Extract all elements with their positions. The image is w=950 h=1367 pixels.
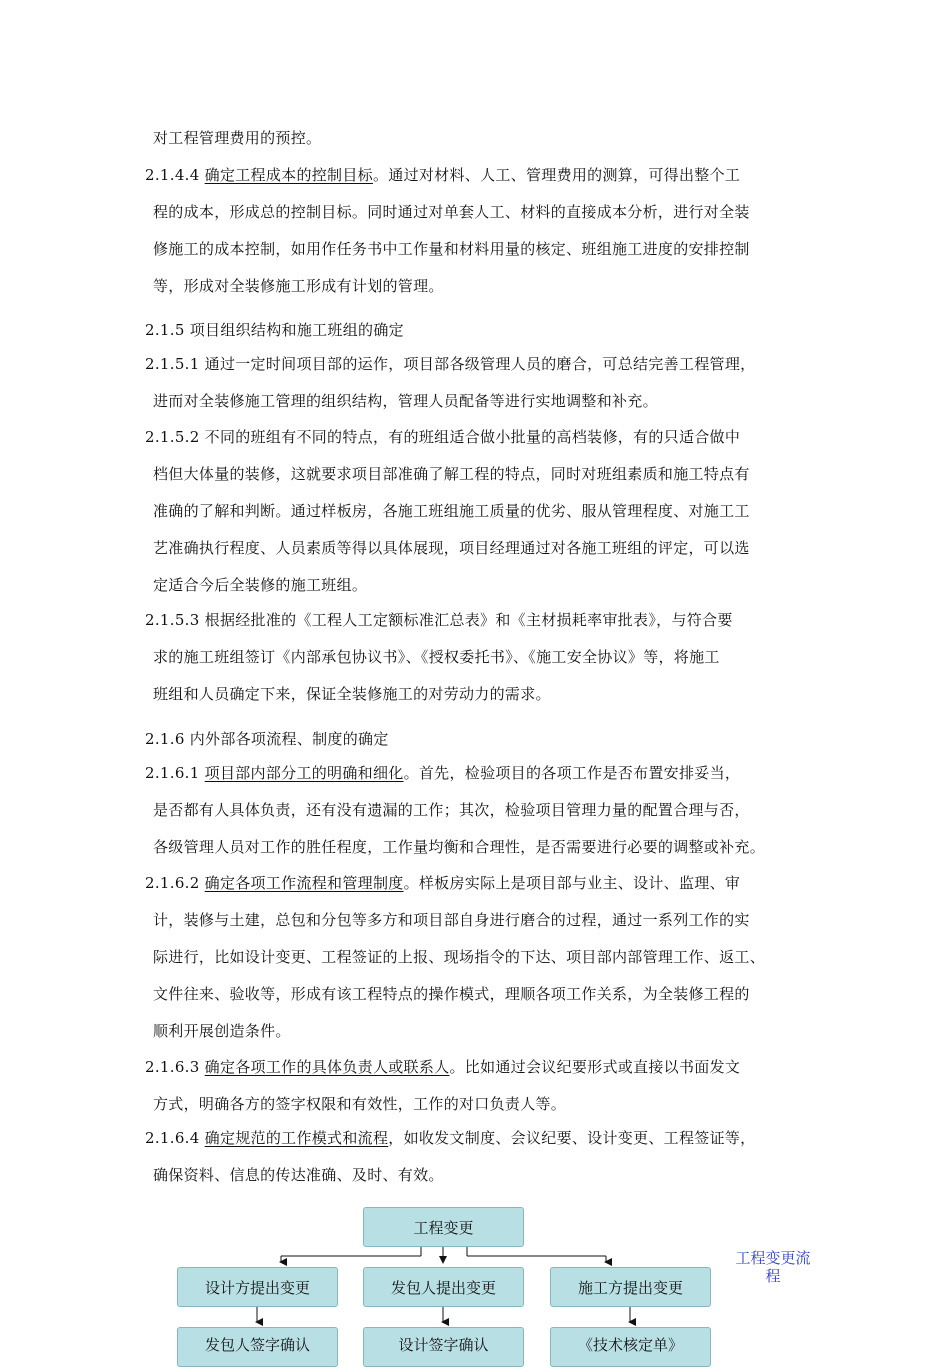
text-span: 2.1.6.4 xyxy=(145,1129,205,1147)
text-span: 。通过对材料、人工、管理费用的测算，可得出整个工 xyxy=(372,166,741,184)
underlined-heading: 确定各项工作流程和管理制度 xyxy=(204,874,404,892)
underlined-heading: 确定规范的工作模式和流程 xyxy=(204,1129,389,1147)
flow-owner-confirm-label: 发包人签字确认 xyxy=(204,1336,310,1354)
flow-owner-change-box xyxy=(363,1267,524,1307)
text-span: 修施工的成本控制，如用作任务书中工作量和材料用量的核定、班组施工进度的安排控制 xyxy=(153,240,750,258)
flow-owner-confirm-box xyxy=(177,1327,338,1367)
text-span: 2.1.6.1 xyxy=(145,764,205,782)
text-span: 。样板房实际上是项目部与业主、设计、监理、审 xyxy=(403,874,741,892)
text-span: 计，装修与土建，总包和分包等多方和项目部自身进行磨合的过程，通过一系列工作的实 xyxy=(153,911,750,929)
text-span: 是否都有人具体负责，还有没有遗漏的工作；其次，检验项目管理力量的配置合理与否， xyxy=(153,801,750,819)
flow-design-change-label: 设计方提出变更 xyxy=(204,1278,310,1297)
flow-design-confirm-box xyxy=(363,1327,524,1367)
text-span: 2.1.4.4 xyxy=(145,166,205,184)
text-span: 2.1.6.3 xyxy=(145,1058,205,1076)
text-span: 2.1.5 项目组织结构和施工班组的确定 xyxy=(145,321,404,339)
text-span: 2.1.5.3 根据经批准的《工程人工定额标准汇总表》和《主材损耗率审批表》，与符合要 xyxy=(145,611,733,629)
text-span: 等，形成对全装修施工形成有计划的管理。 xyxy=(153,277,444,295)
flow-design-change-box xyxy=(177,1267,338,1307)
text-span: 确保资料、信息的传达准确、及时、有效。 xyxy=(153,1166,444,1184)
text-span: 顺利开展创造条件。 xyxy=(153,1022,291,1040)
text-span: 。首先，检验项目的各项工作是否布置安排妥当， xyxy=(403,764,741,782)
text-span: 2.1.6 内外部各项流程、制度的确定 xyxy=(145,730,389,748)
text-span: 程的成本，形成总的控制目标。同时通过对单套人工、材料的直接成本分析，进行对全装 xyxy=(153,203,750,221)
text-span: 档但大体量的装修，这就要求项目部准确了解工程的特点，同时对班组素质和施工特点有 xyxy=(153,465,750,483)
text-span: 班组和人员确定下来，保证全装修施工的对劳动力的需求。 xyxy=(153,685,551,703)
text-span: ，如收发文制度、会议纪要、设计变更、工程签证等， xyxy=(388,1129,756,1147)
flow-design-confirm-label: 设计签字确认 xyxy=(398,1336,489,1354)
flow-root-box xyxy=(363,1207,524,1247)
flow-tech-sheet-box xyxy=(550,1327,711,1367)
underlined-heading: 确定工程成本的控制目标 xyxy=(204,166,373,184)
text-span: 2.1.5.2 不同的班组有不同的特点，有的班组适合做小批量的高档装修，有的只适合做中 xyxy=(145,428,741,446)
flow-tech-sheet-label: 《技术核定单》 xyxy=(577,1336,683,1354)
text-span: 2.1.6.2 xyxy=(145,874,205,892)
text-span: 。比如通过会议纪要形式或直接以书面发文 xyxy=(449,1058,741,1076)
text-span: 求的施工班组签订《内部承包协议书》、《授权委托书》、《施工安全协议》等，将施工 xyxy=(153,648,720,666)
text-span: 准确的了解和判断。通过样板房，各施工班组施工质量的优劣、服从管理程度、对施工工 xyxy=(153,502,750,520)
text-span: 文件往来、验收等，形成有该工程特点的操作模式，理顺各项工作关系，为全装修工程的 xyxy=(153,985,750,1003)
text-span: 际进行，比如设计变更、工程签证的上报、现场指令的下达、项目部内部管理工作、返工、 xyxy=(153,948,766,966)
text-span: 2.1.5.1 通过一定时间项目部的运作，项目部各级管理人员的磨合，可总结完善工程管理， xyxy=(145,355,756,373)
flow-contractor-change-label: 施工方提出变更 xyxy=(577,1278,683,1297)
flow-root-label: 工程变更 xyxy=(413,1218,474,1237)
flow-title: 工程变更流程 xyxy=(735,1249,811,1285)
text-span: 各级管理人员对工作的胜任程度，工作量均衡和合理性，是否需要进行必要的调整或补充。 xyxy=(153,838,766,856)
text-span: 定适合今后全装修的施工班组。 xyxy=(153,576,368,594)
flow-owner-change-label: 发包人提出变更 xyxy=(390,1278,496,1297)
flow-contractor-change-box xyxy=(550,1267,711,1307)
text-span: 方式，明确各方的签字权限和有效性，工作的对口负责人等。 xyxy=(153,1095,567,1113)
text-span: 艺准确执行程度、人员素质等得以具体展现，项目经理通过对各施工班组的评定，可以选 xyxy=(153,539,750,557)
underlined-heading: 项目部内部分工的明确和细化 xyxy=(204,764,404,782)
text-span: 进而对全装修施工管理的组织结构，管理人员配备等进行实地调整和补充。 xyxy=(153,392,658,410)
text-span: 对工程管理费用的预控。 xyxy=(153,129,322,147)
underlined-heading: 确定各项工作的具体负责人或联系人 xyxy=(204,1058,450,1076)
